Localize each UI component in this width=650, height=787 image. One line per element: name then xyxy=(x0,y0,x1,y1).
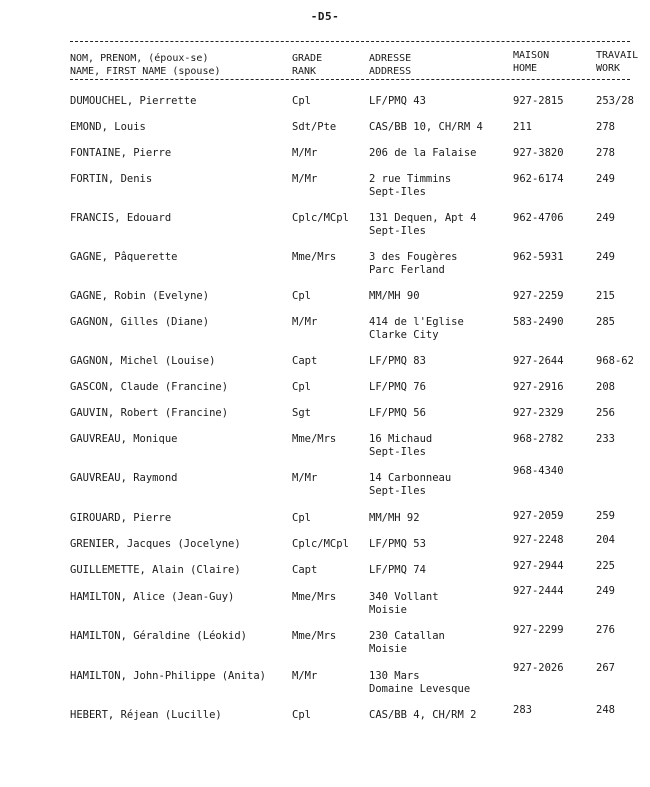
address-line-1: LF/PMQ 53 xyxy=(369,538,426,550)
header-home-fr: MAISON xyxy=(513,50,550,61)
work-extension: 278 xyxy=(596,121,615,133)
address-line-1: MM/MH 92 xyxy=(369,512,420,524)
address xyxy=(369,251,458,277)
home-phone: 583-2490 xyxy=(513,316,564,328)
address xyxy=(369,472,451,498)
header-rank xyxy=(292,52,322,78)
address-line-1: LF/PMQ 74 xyxy=(369,564,426,576)
header-work-en: WORK xyxy=(596,63,621,74)
home-phone: 927-2299 xyxy=(513,624,564,636)
work-extension: 968-62 xyxy=(596,355,634,367)
address xyxy=(369,670,470,696)
header-address-en: ADDRESS xyxy=(369,66,412,77)
home-phone: 283 xyxy=(513,704,532,716)
home-phone: 927-2644 xyxy=(513,355,564,367)
rank: Cplc/MCpl xyxy=(292,538,349,550)
header-home xyxy=(513,49,549,75)
address xyxy=(369,538,426,551)
work-extension: 249 xyxy=(596,212,615,224)
address-line-1: 206 de la Falaise xyxy=(369,147,477,159)
address xyxy=(369,173,451,199)
address-line-1: 3 des Fougères xyxy=(369,251,458,263)
work-extension: 204 xyxy=(596,534,615,546)
header-home-en: HOME xyxy=(513,63,538,74)
work-extension: 215 xyxy=(596,290,615,302)
header-top-rule xyxy=(70,41,630,42)
address-line-2: Moisie xyxy=(369,643,407,655)
address xyxy=(369,407,426,420)
person-name: FORTIN, Denis xyxy=(70,173,153,185)
rank: Capt xyxy=(292,355,318,367)
address xyxy=(369,316,464,342)
address-line-2: Domaine Levesque xyxy=(369,683,471,695)
address xyxy=(369,95,426,108)
address xyxy=(369,512,420,525)
home-phone: 211 xyxy=(513,121,532,133)
home-phone: 927-2248 xyxy=(513,534,564,546)
header-address-fr: ADRESSE xyxy=(369,53,412,64)
address xyxy=(369,290,420,303)
address xyxy=(369,121,483,134)
address-line-1: 2 rue Timmins xyxy=(369,173,452,185)
work-extension: 276 xyxy=(596,624,615,636)
home-phone: 962-4706 xyxy=(513,212,564,224)
address-line-1: 230 Catallan xyxy=(369,630,445,642)
home-phone: 962-5931 xyxy=(513,251,564,263)
person-name: GAGNE, Robin (Evelyne) xyxy=(70,290,210,302)
work-extension: 278 xyxy=(596,147,615,159)
header-rank-fr: GRADE xyxy=(292,53,323,64)
person-name: GAGNE, Pâquerette xyxy=(70,251,178,263)
work-extension: 259 xyxy=(596,510,615,522)
home-phone: 962-6174 xyxy=(513,173,564,185)
home-phone: 927-2026 xyxy=(513,662,564,674)
address-line-2: Clarke City xyxy=(369,329,439,341)
person-name: GAUVIN, Robert (Francine) xyxy=(70,407,229,419)
person-name: HAMILTON, John-Philippe (Anita) xyxy=(70,670,266,682)
header-work xyxy=(596,49,638,75)
person-name: FRANCIS, Edouard xyxy=(70,212,172,224)
work-extension: 253/28 xyxy=(596,95,634,107)
work-extension: 225 xyxy=(596,560,615,572)
person-name: FONTAINE, Pierre xyxy=(70,147,172,159)
address-line-1: CAS/BB 10, CH/RM 4 xyxy=(369,121,483,133)
address xyxy=(369,355,426,368)
header-address xyxy=(369,52,411,78)
home-phone: 927-2059 xyxy=(513,510,564,522)
person-name: HAMILTON, Géraldine (Léokid) xyxy=(70,630,248,642)
work-extension: 267 xyxy=(596,662,615,674)
address-line-1: MM/MH 90 xyxy=(369,290,420,302)
rank: M/Mr xyxy=(292,670,318,682)
address-line-1: LF/PMQ 76 xyxy=(369,381,426,393)
work-extension: 233 xyxy=(596,433,615,445)
work-extension: 249 xyxy=(596,173,615,185)
address-line-1: 130 Mars xyxy=(369,670,420,682)
rank: M/Mr xyxy=(292,147,318,159)
home-phone: 968-2782 xyxy=(513,433,564,445)
home-phone: 927-2815 xyxy=(513,95,564,107)
address xyxy=(369,147,476,160)
home-phone: 968-4340 xyxy=(513,465,564,477)
rank: Capt xyxy=(292,564,318,576)
address xyxy=(369,433,432,459)
rank: Cpl xyxy=(292,95,311,107)
work-extension: 256 xyxy=(596,407,615,419)
person-name: GAUVREAU, Raymond xyxy=(70,472,178,484)
person-name: GAGNON, Michel (Louise) xyxy=(70,355,216,367)
person-name: GAUVREAU, Monique xyxy=(70,433,178,445)
rank: M/Mr xyxy=(292,173,318,185)
page-number: -D5- xyxy=(310,10,340,23)
home-phone: 927-2916 xyxy=(513,381,564,393)
work-extension: 248 xyxy=(596,704,615,716)
header-name-en: NAME, FIRST NAME (spouse) xyxy=(70,66,221,77)
rank: Cpl xyxy=(292,381,311,393)
person-name: GIROUARD, Pierre xyxy=(70,512,172,524)
address xyxy=(369,591,439,617)
header-name-fr: NOM, PRENOM, (époux-se) xyxy=(70,53,209,64)
address-line-1: 340 Vollant xyxy=(369,591,439,603)
home-phone: 927-3820 xyxy=(513,147,564,159)
rank: Mme/Mrs xyxy=(292,251,337,263)
work-extension: 249 xyxy=(596,251,615,263)
address-line-1: LF/PMQ 83 xyxy=(369,355,426,367)
address-line-2: Sept-Iles xyxy=(369,446,426,458)
rank: Sdt/Pte xyxy=(292,121,337,133)
address-line-2: Sept-Iles xyxy=(369,225,426,237)
address-line-1: 131 Dequen, Apt 4 xyxy=(369,212,477,224)
header-rank-en: RANK xyxy=(292,66,317,77)
address-line-2: Sept-Iles xyxy=(369,485,426,497)
address-line-2: Sept-Iles xyxy=(369,186,426,198)
address xyxy=(369,564,426,577)
rank: M/Mr xyxy=(292,316,318,328)
rank: Sgt xyxy=(292,407,311,419)
address xyxy=(369,212,476,238)
address-line-1: LF/PMQ 56 xyxy=(369,407,426,419)
rank: M/Mr xyxy=(292,472,318,484)
person-name: GUILLEMETTE, Alain (Claire) xyxy=(70,564,241,576)
address-line-2: Moisie xyxy=(369,604,407,616)
address xyxy=(369,381,426,394)
rank: Cpl xyxy=(292,709,311,721)
address-line-1: 414 de l'Eglise xyxy=(369,316,464,328)
rank: Mme/Mrs xyxy=(292,591,337,603)
work-extension: 249 xyxy=(596,585,615,597)
person-name: HEBERT, Réjean (Lucille) xyxy=(70,709,222,721)
header-name xyxy=(70,52,221,78)
rank: Cpl xyxy=(292,512,311,524)
address-line-1: 16 Michaud xyxy=(369,433,433,445)
home-phone: 927-2944 xyxy=(513,560,564,572)
person-name: GASCON, Claude (Francine) xyxy=(70,381,229,393)
address xyxy=(369,630,445,656)
home-phone: 927-2329 xyxy=(513,407,564,419)
work-extension: 285 xyxy=(596,316,615,328)
rank: Cplc/MCpl xyxy=(292,212,349,224)
person-name: GAGNON, Gilles (Diane) xyxy=(70,316,210,328)
person-name: HAMILTON, Alice (Jean-Guy) xyxy=(70,591,235,603)
address xyxy=(369,709,476,722)
header-bottom-rule xyxy=(70,79,630,80)
rank: Mme/Mrs xyxy=(292,630,337,642)
address-line-1: 14 Carbonneau xyxy=(369,472,452,484)
address-line-2: Parc Ferland xyxy=(369,264,445,276)
person-name: GRENIER, Jacques (Jocelyne) xyxy=(70,538,241,550)
rank: Cpl xyxy=(292,290,311,302)
address-line-1: LF/PMQ 43 xyxy=(369,95,426,107)
person-name: EMOND, Louis xyxy=(70,121,146,133)
home-phone: 927-2444 xyxy=(513,585,564,597)
work-extension: 208 xyxy=(596,381,615,393)
address-line-1: CAS/BB 4, CH/RM 2 xyxy=(369,709,477,721)
header-work-fr: TRAVAIL xyxy=(596,50,639,61)
person-name: DUMOUCHEL, Pierrette xyxy=(70,95,197,107)
home-phone: 927-2259 xyxy=(513,290,564,302)
rank: Mme/Mrs xyxy=(292,433,337,445)
